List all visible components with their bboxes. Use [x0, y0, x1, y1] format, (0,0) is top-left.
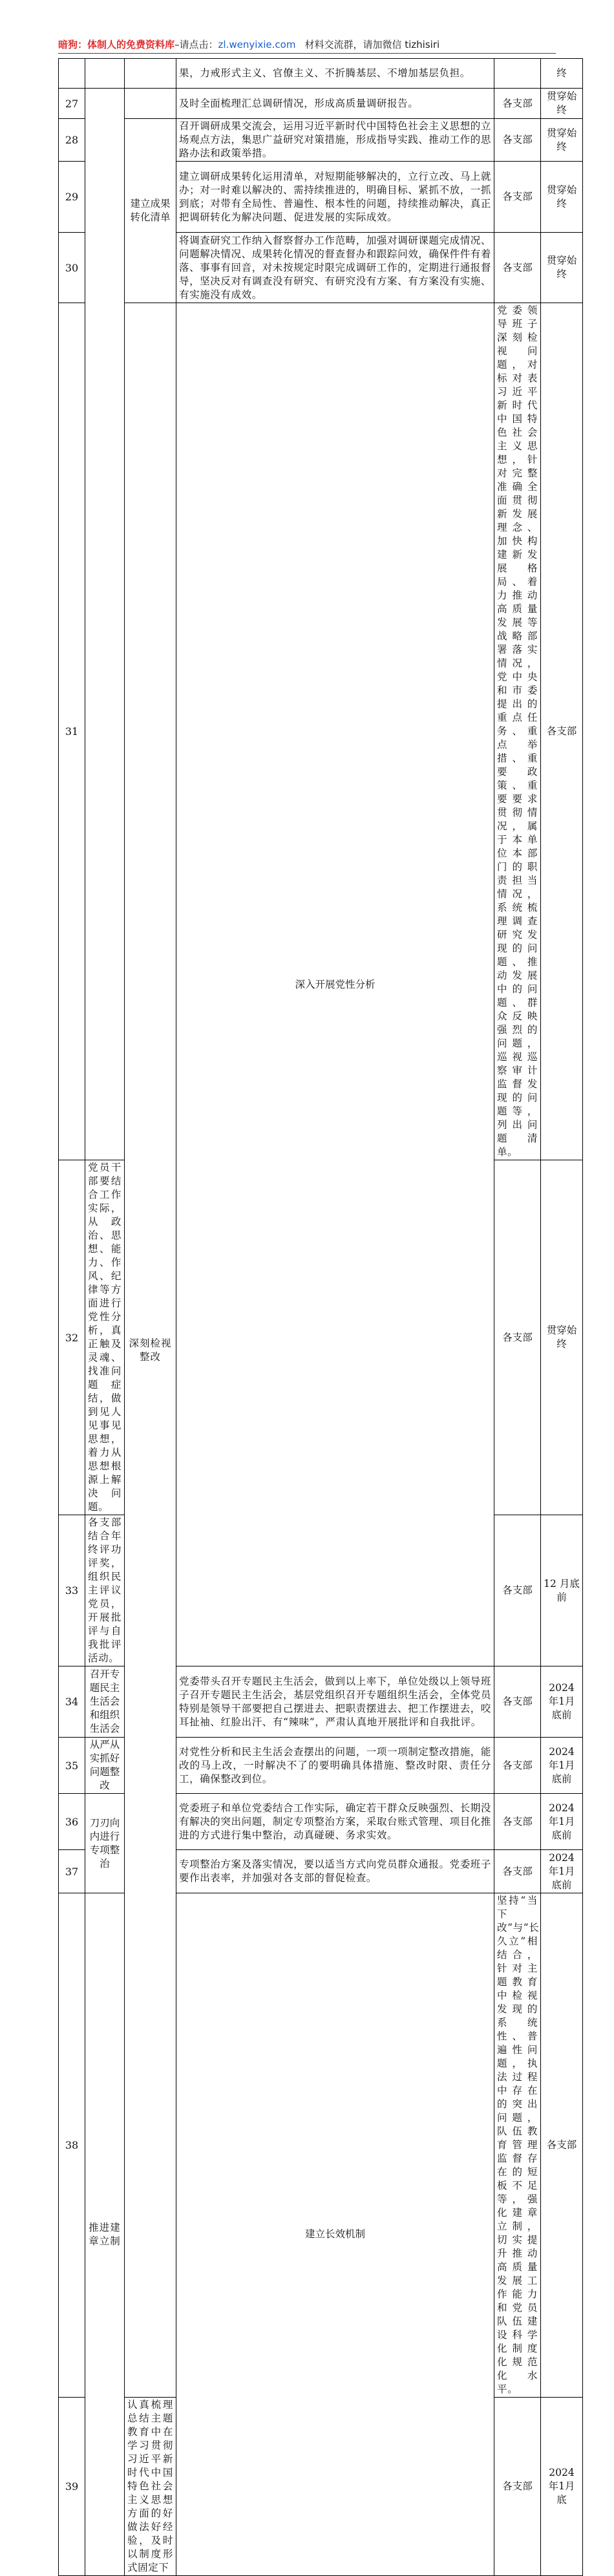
row-number: 31 [59, 303, 85, 1160]
row-department: 各支部 [494, 233, 541, 303]
category-cell-blank [85, 89, 125, 1160]
row-department: 各支部 [494, 1515, 541, 1666]
row-content: 党员干部要结合工作实际，从政治、思想、能力、作风、纪律等方面进行党性分析，真正触及灵魂、找准问题症结，做到见人见事见思想，着力从思想根源上解决问题。 [85, 1160, 125, 1515]
row-content: 认真梳理总结主题教育中在学习贯彻习近平新时代中国特色社会主义思想方面的好做法好经验，及时以制度形式固定下 [125, 2398, 176, 2576]
row-content: 果，力戒形式主义、官僚主义、不折腾基层、不增加基层负担。 [176, 59, 494, 89]
row-number: 39 [59, 2398, 85, 2576]
row-deadline: 2024 年1月底前 [541, 1794, 583, 1850]
row-content: 党委班子和单位党委结合工作实际，确定若干群众反映强烈、长期没有解决的突出问题，制定专项整治方案，采取台账式管理、项目化推进的方式进行集中整治，动真碰硬、务求实效。 [176, 1794, 494, 1850]
category-cell: 深刻检视整改 [125, 303, 176, 2398]
row-deadline: 2024 年1月底前 [541, 1666, 583, 1738]
row-content: 党委带头召开专题民主生活会，做到以上率下，单位处级以上领导班子召开专题民主生活会，基层党组织召开专题组织生活会，全体党员特别是领导干部要把自己摆进去、把职责摆进去、把工作摆进去，咬耳扯袖、红脸出汗、有“辣味”，严肃认真地开展批评和自我批评。 [176, 1666, 494, 1738]
row-content: 坚持“当下改”与“长久立”相结合，针对主题教育中检视发现的系统性、普遍性问题，执法过程中存在的突出问题，队伍教育管理监督存在的短板不足等，强化建章立制，切实提升推动高质量发展工作能力和党员队伍建设科学化制度化规范化水平。 [494, 1893, 541, 2398]
row-number: 27 [59, 89, 85, 119]
category-cell: 推进建章立制 [85, 1893, 125, 2576]
row-department: 各支部 [494, 1850, 541, 1893]
row-department: 各支部 [541, 303, 583, 1160]
page-header [58, 36, 556, 54]
subcategory-cell: 深入开展党性分析 [176, 303, 494, 1666]
subcategory-cell: 从严从实抓好问题整改 [85, 1738, 125, 1794]
row-number: 34 [59, 1666, 85, 1738]
row-number: 32 [59, 1160, 85, 1515]
work-plan-table [58, 58, 583, 2576]
row-deadline: 2024 年1月底前 [541, 1850, 583, 1893]
row-content: 及时全面梳理汇总调研情况，形成高质量调研报告。 [176, 89, 494, 119]
row-department: 各支部 [494, 1160, 541, 1515]
row-deadline: 12 月底前 [541, 1515, 583, 1666]
row-department: 各支部 [494, 119, 541, 162]
header-brand: 暗狗：体制人的免费资料库 [58, 39, 175, 50]
row-department: 各支部 [494, 1738, 541, 1794]
subcategory-cell: 召开专题民主生活会和组织生活会 [85, 1666, 125, 1738]
row-department [494, 59, 541, 89]
row-number: 29 [59, 162, 85, 233]
row-number: 36 [59, 1794, 85, 1850]
row-number: 38 [59, 1893, 85, 2398]
row-deadline: 2024 年1月底 [541, 2398, 583, 2576]
row-content: 将调查研究工作纳入督察督办工作范畴，加强对调研课题完成情况、问题解决情况、成果转化情况的督查督办和跟踪问效，确保件件有着落、事事有回音，对未按规定时限完成调研工作的，定期进行通报督导，坚决反对有调查没有研究、有研究没有方案、有方案没有实施、有实施没有成效。 [176, 233, 494, 303]
row-content: 各支部结合年终评功评奖，组织民主评议党员，开展批评与自我批评活动。 [85, 1515, 125, 1666]
row-content: 建立调研成果转化运用清单，对短期能够解决的，立行立改、马上就办；对一时难以解决的、需持续推进的，明确目标、紧抓不放，一抓到底；对带有全局性、普遍性、根本性的问题，持续推动解决，真正把调研转化为解决问题、促进发展的实际成效。 [176, 162, 494, 233]
row-content: 专项整治方案及落实情况，要以适当方式向党员群众通报。党委班子要作出表率，并加强对各支部的督促检查。 [176, 1850, 494, 1893]
row-deadline: 贯穿始终 [541, 1160, 583, 1515]
row-number: 33 [59, 1515, 85, 1666]
row-deadline: 贯穿始终 [541, 119, 583, 162]
row-number: 28 [59, 119, 85, 162]
header-prompt: –请点击： [175, 39, 218, 50]
subcategory-cell-blank [125, 89, 176, 119]
row-deadline: 贯穿始终 [541, 89, 583, 119]
row-deadline: 贯穿始终 [541, 162, 583, 233]
row-content: 党委领导班子深刻检视问题，对标对表习近平新时代中国特色社会主义思想，针对完整准确全面贯彻新发展理念、加快构建新发展格局、着力推动高质量发展等战略部署落实情况，党中央和市委提出的重点任务、重点举措、重要政策、重要要求贯彻情况，属于本单位本部门的职责担当情况，系统梳理调查研究发现的问题、推动发展中的问题、群众反映强烈的问题，巡视巡察审计监督发现的问题等，列出问题清单。 [494, 303, 541, 1160]
row-department: 各支部 [541, 1893, 583, 2398]
header-link[interactable]: zl.wenyixie.com [218, 39, 296, 50]
row-content: 召开调研成果交流会，运用习近平新时代中国特色社会主义思想的立场观点方法，集思广益研究对策措施，形成指导实践、推动工作的思路办法和政策举措。 [176, 119, 494, 162]
row-content: 对党性分析和民主生活会查摆出的问题，一项一项制定整改措施，能改的马上改，一时解决不了的要明确具体措施、整改时限、责任分工，确保整改到位。 [176, 1738, 494, 1794]
row-deadline: 2024 年1月底前 [541, 1738, 583, 1794]
row-department: 各支部 [494, 2398, 541, 2576]
row-number: 30 [59, 233, 85, 303]
subcategory-cell: 建立长效机制 [176, 1893, 494, 2576]
row-number: 37 [59, 1850, 85, 1893]
row-department: 各支部 [494, 162, 541, 233]
category-cell-blank [85, 59, 125, 89]
row-number: 35 [59, 1738, 85, 1794]
header-wechat-note: 材料交流群，请加微信 tizhisiri [304, 39, 440, 50]
row-department: 各支部 [494, 1666, 541, 1738]
row-deadline: 贯穿始终 [541, 233, 583, 303]
table-row [59, 303, 583, 1160]
row-department: 各支部 [494, 89, 541, 119]
row-department: 各支部 [494, 1794, 541, 1850]
table-row [59, 119, 583, 162]
row-number [59, 59, 85, 89]
table-row [59, 59, 583, 89]
table-row [59, 89, 583, 119]
subcategory-cell-blank [125, 59, 176, 89]
subcategory-cell: 刀刃向内进行专项整治 [85, 1794, 125, 1893]
subcategory-cell: 建立成果转化清单 [125, 119, 176, 303]
row-deadline: 终 [541, 59, 583, 89]
